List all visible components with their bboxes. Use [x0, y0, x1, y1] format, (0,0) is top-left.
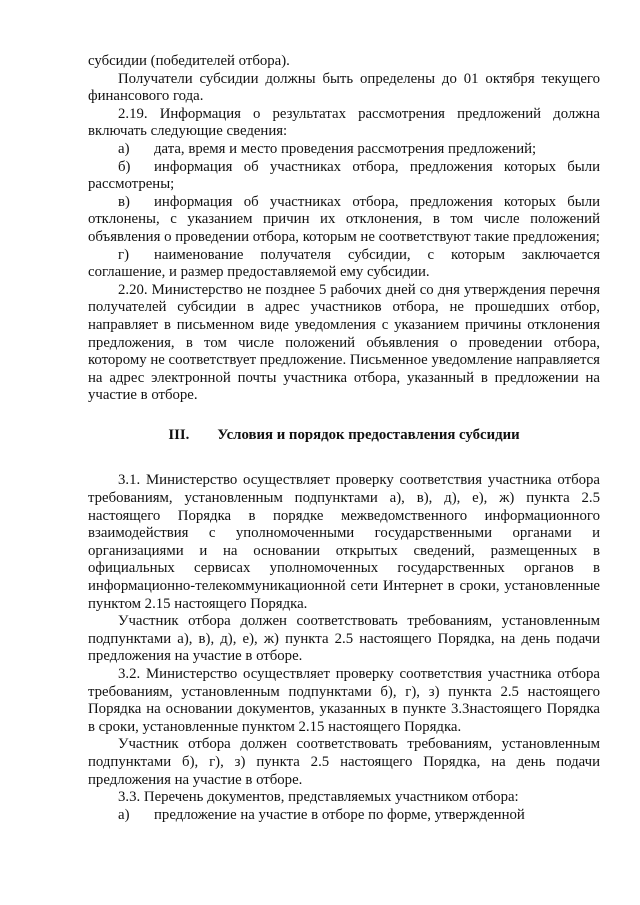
section-title: Условия и порядок предоставления субсидии	[217, 426, 520, 443]
paragraph-2-19: 2.19. Информация о результатах рассмотрения предложений должна включать следующие сведения:	[88, 105, 600, 140]
list-item	[88, 247, 600, 282]
paragraph-3-2-requirement: Участник отбора должен соответствовать требованиям, установленным подпунктами б), г), з) пункта 2.5 настоящего Порядка, на день подачи предложения на участие в отборе.	[88, 736, 600, 788]
list-marker: г)	[118, 246, 129, 263]
list-item-text: информация об участниках отбора, предложения которых были отклонены, с указанием причин их отклонения, в том числе положений объявления о проведении отбора, которым не соответствуют такие предложения;	[88, 193, 600, 245]
section-number: III.	[168, 426, 190, 443]
section-heading	[88, 427, 600, 445]
paragraph-recipients: Получатели субсидии должны быть определены до 01 октября текущего финансового года.	[88, 70, 600, 105]
list-item	[88, 807, 600, 825]
paragraph-continuation: субсидии (победителей отбора).	[88, 53, 290, 69]
list-item-text: наименование получателя субсидии, с которым заключается соглашение, и размер предоставляемой ему субсидии.	[88, 246, 600, 281]
list-item-text: информация об участниках отбора, предложения которых были рассмотрены;	[88, 158, 600, 193]
list-item	[88, 194, 600, 247]
list-marker: а)	[118, 140, 130, 157]
list-item	[88, 141, 600, 159]
paragraph-3-1: 3.1. Министерство осуществляет проверку соответствия участника отбора требованиям, установленным подпунктами а), в), д), е), ж) пункта 2.5 настоящего Порядка в порядке межведомственного информационного взаимодействия с уполномоченными государственными органами и организациями и на основании открытых сведений, размещенных в официальных сервисах уполномоченных государственных органов в информационно-телекоммуникационной сети Интернет в сроки, установленные пунктом 2.15 настоящего Порядка.	[88, 472, 600, 612]
paragraph-3-3: 3.3. Перечень документов, представляемых участником отбора:	[118, 789, 519, 806]
list-marker: а)	[118, 806, 130, 823]
list-item-text: предложение на участие в отборе по форме, утвержденной	[154, 806, 525, 823]
paragraph-3-2: 3.2. Министерство осуществляет проверку соответствия участника отбора требованиям, установленным подпунктами б), г), з) пункта 2.5 настоящего Порядка на основании документов, указанных в пункте 3.3настоящего Порядка в сроки, установленные пунктом 2.15 настоящего Порядка.	[88, 666, 600, 735]
paragraph-3-1-requirement: Участник отбора должен соответствовать требованиям, установленным подпунктами а), в), д), е), ж) пункта 2.5 настоящего Порядка, на день подачи предложения на участие в отборе.	[88, 613, 600, 665]
list-2-19	[88, 141, 600, 282]
list-marker: б)	[118, 158, 131, 175]
list-item-text: дата, время и место проведения рассмотрения предложений;	[154, 140, 537, 157]
list-marker: в)	[118, 193, 130, 210]
paragraph-2-20: 2.20. Министерство не позднее 5 рабочих дней со дня утверждения перечня получателей субсидии в адрес участников отбора, не прошедших отбор, направляет в письменном виде уведомления с указанием причины отклонения предложения, в том числе положений объявления о проведении отбора, которому не соответствует предложение. Письменное уведомление направляется на адрес электронной почты участника отбора, указанный в предложении на участие в отборе.	[88, 281, 600, 404]
list-item	[88, 159, 600, 194]
